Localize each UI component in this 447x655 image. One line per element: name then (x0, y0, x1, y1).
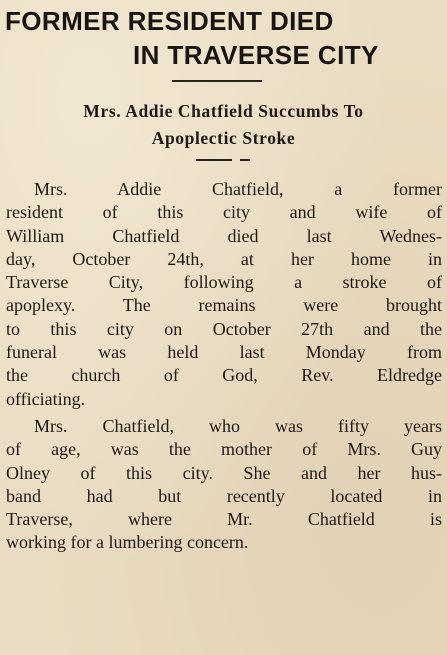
article-line: Mrs. Addie Chatfield, a former (34, 179, 442, 199)
article-line: working for a lumbering concern. (6, 532, 249, 553)
article-paragraph-1 (6, 178, 442, 411)
article-line: Traverse City, following a stroke of (6, 272, 442, 293)
article-line: funeral was held last Monday from (6, 342, 442, 363)
subheadline-line-2: Apoplectic Stroke (151, 128, 296, 148)
article-line: Mrs. Chatfield, who was fifty years (34, 415, 442, 436)
headline-divider-rule (172, 80, 262, 82)
article-line: band had but recently located in (6, 485, 442, 506)
article-body (6, 178, 442, 555)
subheadline (0, 98, 447, 152)
article-line: apoplexy. The remains were brought (6, 295, 442, 316)
subhead-divider-rule (196, 159, 232, 161)
article-paragraph-2 (6, 415, 442, 555)
article-line: of age, was the mother of Mrs. Guy (6, 439, 442, 460)
article-line: William Chatfield died last Wednes- (6, 225, 442, 246)
headline-line-1: FORMER RESIDENT DIED (5, 6, 334, 36)
article-line: the church of God, Rev. Eldredge (6, 365, 442, 386)
headline-line-2: IN TRAVERSE CITY (133, 40, 379, 70)
subheadline-line-1: Mrs. Addie Chatfield Succumbs To (83, 101, 364, 121)
article-line: Traverse, where Mr. Chatfield is (6, 509, 442, 530)
headline (0, 4, 447, 72)
article-line: day, October 24th, at her home in (6, 248, 442, 269)
article-line: officiating. (6, 388, 86, 409)
article-line: to this city on October 27th and the (6, 318, 442, 339)
subhead-divider-dash (240, 159, 250, 161)
article-line: Olney of this city. She and her hus- (6, 462, 442, 483)
article-line: resident of this city and wife of (6, 202, 442, 223)
